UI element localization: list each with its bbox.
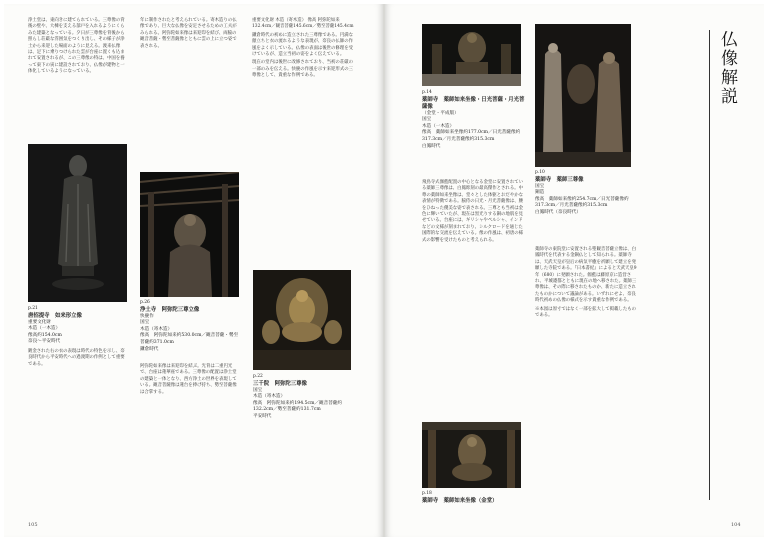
photo-yakushi-seated [422, 422, 521, 488]
left-column-bottom-text: 鍍金された右の衣の表現は時代の特色を示し、奈良時代から平安時代への過渡期の作例として重要である。 [28, 349, 125, 367]
right-column-bottom-text: 現在の堂内は後世に改修されており、当初の荘厳の一部のみを伝える。快慶の作風を示す来迎形式の三尊像として、貴重な作例である。 [252, 60, 353, 79]
caption-page-number: p.21 [28, 306, 38, 311]
caption-line: 白鳳時代 [422, 143, 441, 149]
photo-seated-triad [253, 270, 351, 370]
right-middle-text: 飛鳥寺式伽藍配置の中心となる金堂に安置されている薬師三尊像は、白鳳彫刻の最高傑作とされる。中尊の薬師如来坐像は、堂々とした体躯とおだやかな表情が特徴である。脇侍の日光・月光菩薩像は、腰をひねった優美な姿で表される。三尊とも当初は金色に輝いていたが、現在は黒光りする銅の地肌を見せている。台座には、ギリシャやペルシャ、インドなどの文様が刻まれており、シルクロードを通じた国際的な交流を伝えている。像の作風は、初唐の様式の影響を受けたものと考えられる。 [422, 180, 523, 243]
caption-title: 浄土寺 阿弥陀三尊立像 [140, 306, 200, 313]
caption-left-1 [28, 306, 128, 346]
caption-right-3 [422, 491, 532, 505]
right-page-middle-column [422, 180, 526, 246]
caption-line: 奈良～平安時代 [28, 339, 61, 345]
caption-line: 鎌倉時代 [140, 346, 159, 352]
caption-title: 三千院 阿弥陀三尊像 [253, 380, 307, 387]
caption-line: 像高 阿弥陀如来約530.0cm／観音菩薩・勢至菩薩約371.0cm [140, 333, 239, 345]
caption-left-3 [253, 374, 357, 421]
caption-line: 像高 薬師如来坐像約177.0cm／日光菩薩像約317.3cm／月光菩薩像約315.3cm [422, 130, 521, 142]
caption-line: 木造（寄木造） [253, 394, 286, 400]
caption-line: 木造（寄木造） [140, 326, 173, 332]
standing-buddha-image [28, 144, 127, 302]
caption-line: 国宝 [253, 387, 263, 393]
right-folio: 104 [731, 522, 741, 528]
caption-line: 白鳳時代（奈良時代） [535, 209, 581, 215]
temple-interior-image [140, 172, 239, 297]
photo-yakushi-triad-large [535, 24, 631, 167]
caption-line: 平安時代 [253, 413, 272, 419]
caption-line: 国宝 [535, 183, 545, 189]
caption-page-number: p.10 [535, 170, 545, 175]
intro-paragraph-3: 重要文化財 木造（寄木造） 像高 阿弥陀如来132.4cm／観音菩薩145.6cm／勢至菩薩145.4cm [252, 18, 354, 30]
yakushi-seated-image [422, 422, 521, 488]
left-column-bottom [28, 349, 128, 370]
page-title: 仏像解説 [717, 30, 737, 106]
intro-paragraph-1: 浄土堂は、東向きに建てられている。三尊像の背後の壁や、大棟を支える蔀戸を入れるようにくらみた建築となっている。夕日が三尊像を背後から照らし荘厳な雰囲気をつくり出し、その様子が浄土から来迎した場面のように見える。渡来仏像は、足下に乗りつけられた雲が台座に置くも込まれて安置されるが、この三尊像の特は、中国を養って東下の寅に建設されており、仏像が建物と一体化しているようになっている。 [28, 18, 125, 75]
right-page-right-column [535, 247, 639, 321]
photo-temple-interior [140, 172, 239, 297]
right-page [385, 4, 764, 537]
caption-line: 快慶作 [140, 313, 154, 319]
caption-page-number: p.18 [422, 491, 432, 496]
photo-yakushi-triad [422, 24, 521, 86]
left-page-column-3 [252, 18, 357, 82]
left-page-column-2 [140, 18, 240, 52]
caption-title: 唐招提寺 如来形立像 [28, 312, 82, 319]
yakushi-triad-large-image [535, 24, 631, 167]
caption-line: 像高約154.0cm [28, 332, 62, 338]
middle-column-bottom-text: 阿弥陀如来像は来迎印を結ぶ。光背は二重円光で、台座は蓮華座である。三尊像の配置は浄土堂の建築と一体となり、西方浄土の世界を表現している。観音菩薩像は蓮台を捧げ持ち、勢至菩薩像は合掌する。 [140, 364, 237, 395]
photo-standing-buddha [28, 144, 127, 302]
left-page-column-1 [28, 18, 128, 78]
left-folio: 105 [28, 522, 38, 528]
left-page [4, 4, 383, 537]
yakushi-triad-image [422, 24, 521, 86]
caption-title: 薬師寺 薬師三尊像 [535, 176, 584, 183]
caption-line: 像高 薬師如来像約254.7cm／日光菩薩像約317.3cm／月光菩薩像約315.3cm [535, 196, 629, 209]
intro-paragraph-4: 鎌倉時代の初めに造立された三尊像である。円満な顔立ちと衣の流れるような表現が、奈良の仏師の作風をよく示している。仏像の表面は後世の修理を受けているが、造立当初の姿をよく伝えている。 [252, 32, 353, 58]
caption-right-1 [422, 90, 526, 150]
title-rule [709, 30, 710, 500]
caption-page-number: p.22 [253, 374, 263, 379]
caption-page-number: p.14 [422, 90, 432, 95]
caption-title: 薬師寺 薬師如来坐像（金堂） [422, 497, 498, 504]
caption-line: 木造（一木造） [422, 123, 455, 129]
caption-left-2 [140, 300, 240, 353]
intro-paragraph-2: 年に制作されたと考えられている。寄木造りの仏像であり、巨大な仏像を安定させるための工夫がみられる。阿弥陀如来像は来迎印を結び、両脇の観音菩薩・勢至菩薩像とともに雲の上に立つ姿で表される。 [140, 18, 237, 49]
caption-line: 銅造 [535, 190, 545, 196]
seated-triad-image [253, 270, 351, 370]
caption-line: （金堂・平成版） [422, 110, 459, 116]
caption-line: 木造（一木造） [28, 326, 61, 332]
caption-line: 国宝 [140, 320, 150, 326]
caption-line: 国宝 [422, 117, 432, 123]
middle-column-bottom [140, 364, 240, 398]
right-column-note: ※本図は原寸ではなく一部を拡大して掲載したものである。 [535, 306, 636, 319]
right-column-text: 薬師寺の東院堂に安置される聖観音菩薩立像は、白鳳時代を代表する金銅仏として知られる。薬師寺は、天武天皇が皇后の病気平癒を祈願して建立を発願した寺院である。『日本書紀』によると天武天皇9年（680）に発願された。伽藍は藤原京に造営され、平城遷都とともに現在の地へ移された。薬師三尊像は、その際に移されたものか、新たに造立されたものかについて議論がある。いずれにせよ、奈良時代初めの仏像の様式を示す貴重な作例である。 [535, 247, 637, 304]
caption-title: 薬師寺 薬師如来坐像・日光菩薩・月光菩薩像 [422, 96, 525, 110]
caption-page-number: p.26 [140, 300, 150, 305]
caption-line: 重要文化財 [28, 319, 51, 325]
caption-line: 像高 阿弥陀如来約194.5cm／観音菩薩約132.2cm／勢至菩薩約131.7cm [253, 400, 342, 413]
caption-right-2 [535, 170, 639, 217]
